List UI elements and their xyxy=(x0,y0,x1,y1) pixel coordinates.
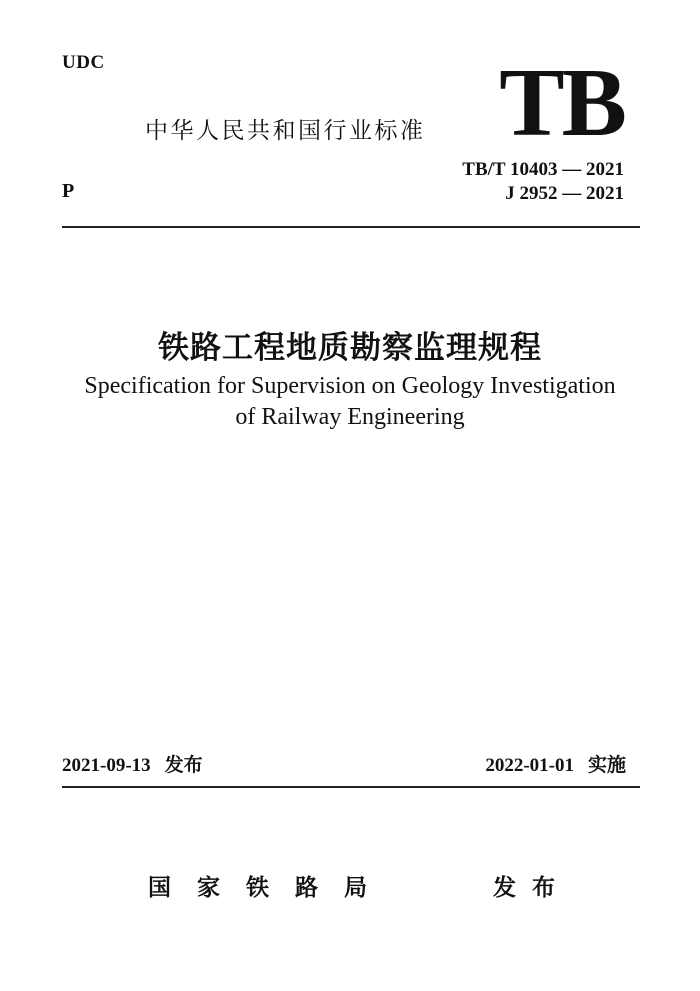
standard-codes xyxy=(462,158,624,206)
record-number: J 2952 — 2021 xyxy=(505,183,624,204)
tb-logo: TB xyxy=(499,49,624,157)
udc-label: UDC xyxy=(62,52,105,73)
issuer-name: 国家铁路局 xyxy=(148,875,393,901)
standard-type: 中华人民共和国行业标准 xyxy=(145,118,426,144)
title-english xyxy=(0,371,700,433)
implementation-label: 实施 xyxy=(587,754,626,776)
title-chinese: 铁路工程地质勘察监理规程 xyxy=(158,330,542,366)
title-english-line2: of Railway Engineering xyxy=(235,404,465,430)
bottom-divider xyxy=(62,786,640,788)
top-divider xyxy=(62,226,640,228)
issue-label: 发布 xyxy=(164,754,203,776)
issue-date-block xyxy=(62,750,203,777)
category-code: P xyxy=(62,180,75,202)
standard-number: TB/T 10403 — 2021 xyxy=(462,159,624,180)
issuer-action: 发布 xyxy=(493,875,571,901)
title-english-line1: Specification for Supervision on Geology Investigation xyxy=(84,373,616,399)
implementation-date-block xyxy=(485,750,626,777)
issue-date: 2021-09-13 xyxy=(62,755,151,776)
implementation-date: 2022-01-01 xyxy=(485,755,574,776)
